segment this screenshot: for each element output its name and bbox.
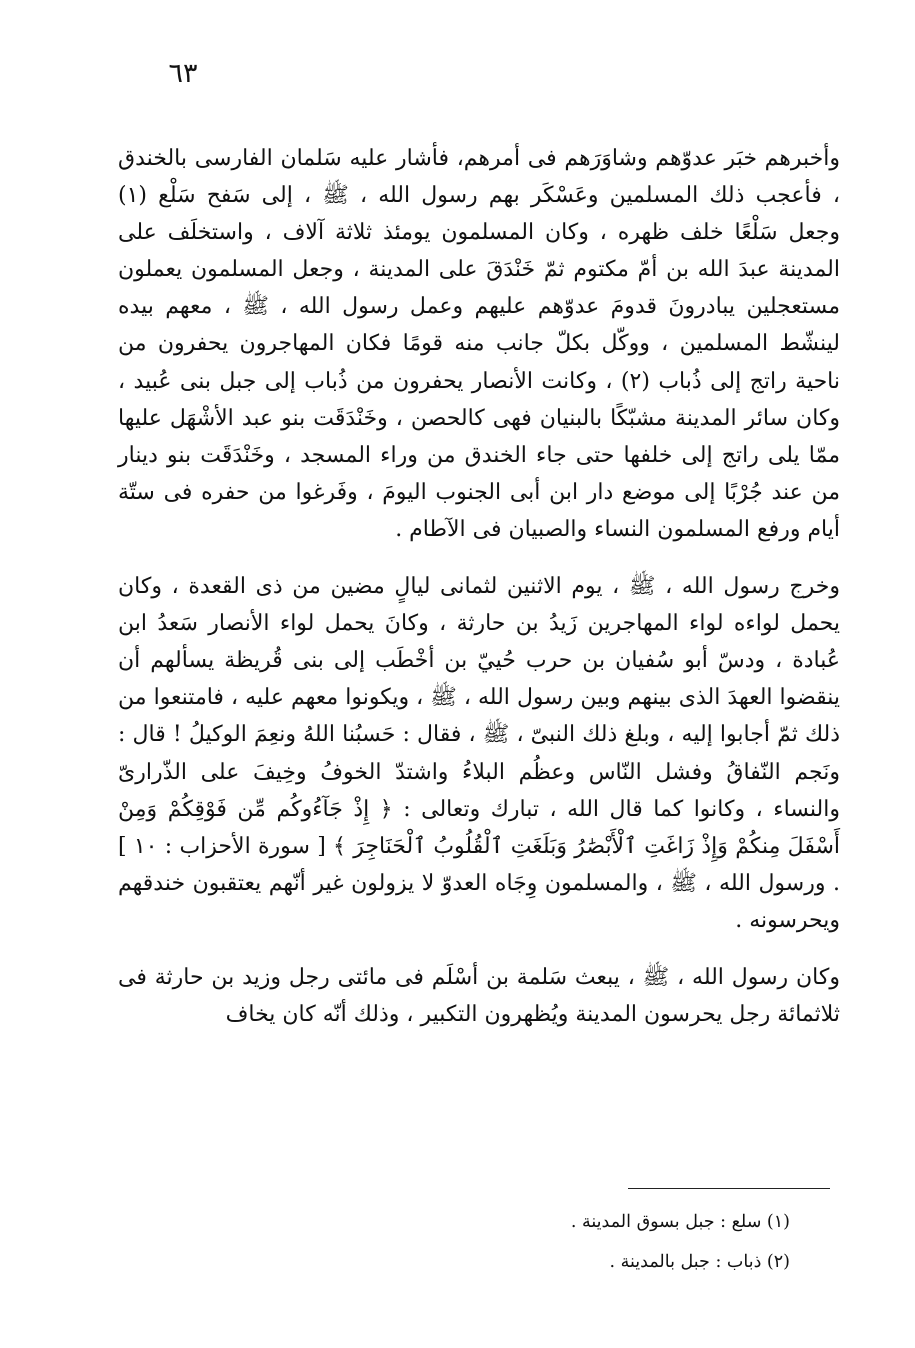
- paragraph-3: [118, 959, 840, 1033]
- footnote-separator: [628, 1188, 830, 1189]
- text-line: إلى خلفها حتى جاء الخندق من وراء المسجد ، وخَنْدَقَت بنو دينار من عند جُرْبًا: [118, 442, 840, 505]
- text-line: يعتقبون خندقهم ويحرسونه .: [118, 870, 840, 933]
- text-line: الوكيلُ ! قال : ونَجم النّفاقُ وفشل النّاس وعظُم البلاءُ واشتدّ الخوفُ وخِيفَ على: [118, 722, 840, 785]
- text-line: المدينة مشبّكًا بالبنيان فهى كالحصن ، وخَنْدَقَت بنو عبد الأشْهَل عليها ممّا يلى راتج: [118, 405, 841, 468]
- footnotes: [420, 1202, 790, 1282]
- text-line: النساء والصبيان فى الآطام .: [395, 516, 651, 542]
- text-line: يبادرونَ قدومَ عدوّهم عليهم وعمل رسول الله ، ﷺ ، معهم بيده لينشّط: [118, 294, 840, 357]
- text-line: المسلمين ، ووكّل بكلّ جانب منه قومًا فكان المهاجرون يحفرون من ناحية راتج إلى: [118, 331, 840, 394]
- text-line: وكان رسول الله ، ﷺ ، يبعث سَلمة بن أسْلَم فى مائتى رجل وزيد بن: [211, 964, 840, 990]
- paragraph-1: [118, 140, 840, 548]
- text-line: وخرج رسول الله ، ﷺ ، يوم الاثنين لثمانى ليالٍ مضين من ذى القعدة ،: [171, 574, 840, 600]
- text-line: من ذلك ثمّ أجابوا إليه ، وبلغ ذلك النبىّ ، ﷺ ، فقال : حَسبُنا اللهُ ونعِمَ: [118, 685, 841, 748]
- text-line: الذّرارىّ والنساء ، وكانوا كما قال الله ، تبارك وتعالى : ﴿ إِذْ جَآءُوكُم مِّن فَوْقِكُمْ: [118, 759, 840, 822]
- text-line: وكان يحمل لواءه لواء المهاجرين زَيدُ بن حارثة ، وكانَ يحمل لواء الأنصار سَعدُ: [118, 574, 840, 637]
- text-line: ينقضوا العهدَ الذى بينهم وبين رسول الله ، ﷺ ، ويكونوا معهم عليه ، فامتنعوا: [153, 685, 840, 711]
- text-line: حارثة فى ثلاثمائة رجل يحرسون المدينة ويُظهرون التكبير ، وذلك أنّه كان يخاف: [118, 964, 840, 1028]
- text-line: الأحزاب : ١٠ ] . ورسول الله ، ﷺ ، والمسلمون وِجَاه العدوّ لا يزولون غير أنّهم: [118, 833, 840, 896]
- text-line: وأخبرهم خبَر عدوّهم وشاوَرَهم فى أمرهم، فأشار عليه سَلمان الفارسى بالخندق ،: [118, 146, 840, 209]
- paragraph-gap: [118, 939, 840, 959]
- text-line: ذُباب (٢) ، وكانت الأنصار يحفرون من ذُباب إلى جبل بنى عُبيد ، وكان سائر: [118, 368, 840, 431]
- text-line: عبدَ الله بن أمّ مكتوم ثمّ خَنْدَقَ على المدينة ، وجعل المسلمون يعملون مستعجلين: [118, 257, 840, 320]
- paragraph-gap: [118, 548, 840, 568]
- page-number: ٦٣: [168, 58, 198, 89]
- main-text: [118, 140, 840, 1033]
- footnote-1: (١) سلع : جبل بسوق المدينة .: [570, 1212, 790, 1232]
- text-line: فأعجب ذلك المسلمين وعَسْكَر بهم رسول الله ، ﷺ ، إلى سَفح سَلْع (١) وجعل: [118, 183, 840, 246]
- footnote-2: (٢) ذباب : جبل بالمدينة .: [609, 1252, 790, 1272]
- paragraph-2: [118, 568, 840, 939]
- text-line: وَمِنْ أَسْفَلَ مِنكُمْ وَإِذْ زَاغَتِ ٱلْأَبْصَٰرُ وَبَلَغَتِ ٱلْقُلُوبُ ٱلْحَنَاجِرَ ﴾ [ سورة: [118, 796, 841, 859]
- text-line: سَلْعًا خلف ظهره ، وكان المسلمون يومئذ ثلاثة آلاف ، واستخلَف على المدينة: [118, 220, 840, 283]
- text-line: إلى موضع دار ابن أبى الجنوب اليومَ ، وفَرغوا من حفره فى ستّة أيام ورفع المسلمون: [118, 479, 840, 542]
- text-line: ابن عُبادة ، ودسّ أبو سُفيان بن حرب حُييّ بن أخْطَب إلى بنى قُريظة يسألهم أن: [118, 611, 840, 674]
